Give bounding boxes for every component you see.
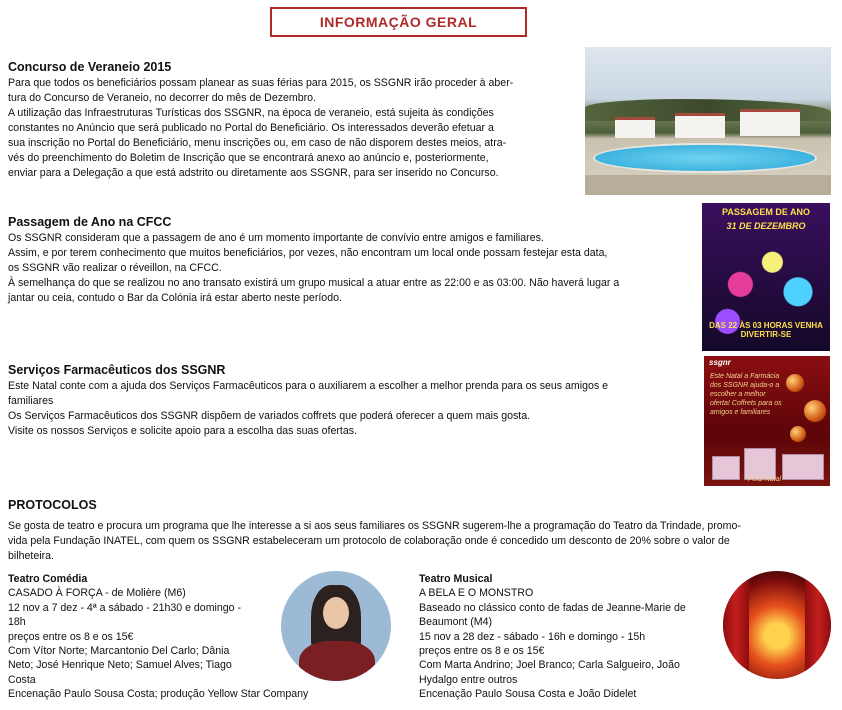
poster-footer: Feliz Natal — [748, 476, 782, 483]
house-shape — [615, 117, 655, 138]
text-line: 12 nov a 7 dez - 4ª a sábado - 21h30 e domingo - — [8, 601, 242, 614]
section-title: Serviços Farmacêuticos dos SSGNR — [8, 363, 226, 377]
text-line: Os Serviços Farmacêuticos dos SSGNR dispõem de variados coffrets que poderá oferecer a quem mais gosta. — [8, 410, 531, 422]
text-line: vés do preenchimento do Boletim de Inscrição que se encontrará anexo ao anúncio e, posteriormente, — [8, 152, 489, 164]
pool-photo — [585, 47, 831, 195]
text-line: Os SSGNR consideram que a passagem de ano é um momento importante de convívio entre amigos e familiares. — [8, 232, 544, 244]
text-line: jantar ou ceia, contudo o Bar da Colónia irá estar aberto neste período. — [8, 292, 342, 304]
text-line: preços entre os 8 e os 15€ — [8, 630, 134, 643]
stage-photo — [723, 571, 831, 679]
house-shape — [675, 113, 725, 138]
text-line: Para que todos os beneficiários possam planear as suas férias para 2015, os SSGNR irão proceder à aber- — [8, 77, 514, 89]
text-line: A BELA E O MONSTRO — [419, 587, 534, 600]
ornament-ball — [804, 400, 826, 422]
text-line: Baseado no clássico conto de fadas de Jeanne-Marie de — [419, 601, 686, 614]
pool-water — [593, 143, 817, 173]
section-title: Concurso de Veraneio 2015 — [8, 60, 172, 74]
text-line: Neto; José Henrique Neto; Samuel Alves; Tiago — [8, 659, 232, 672]
text-line: Beaumont (M4) — [419, 616, 493, 629]
pool-deck — [585, 175, 831, 195]
new-year-poster — [702, 203, 830, 351]
section-protocolos — [8, 497, 832, 564]
text-line: constantes no Anúncio que será publicado no Portal do Beneficiário. Os interessados deverão efetuar a — [8, 122, 494, 134]
musical-block — [419, 572, 724, 702]
text-line: À semelhança do que se realizou no ano transato existirá um grupo musical a atuar entre as 22:00 e as 03:00. Não haverá lugar a — [8, 277, 620, 289]
poster-date: 31 DE DEZEMBRO — [726, 221, 806, 231]
text-line: sua inscrição no Portal do Beneficiário, menu inscrições ou, em caso de não disporem destes meios, atra- — [8, 137, 507, 149]
poster-brand: ssgnr — [709, 358, 731, 367]
text-line: preços entre os 8 e os 15€ — [419, 645, 545, 658]
text-line: enviar para a Delegação a que está adstrito ou diretamente aos SSGNR, para ser inserido no Concurso. — [8, 167, 499, 179]
text-line: Hydalgo entre outros — [419, 673, 518, 686]
face-shape — [323, 597, 349, 629]
text-line: tura do Concurso de Veraneio, no decorrer do mês de Dezembro. — [8, 92, 316, 104]
block-heading: Teatro Musical — [419, 573, 493, 585]
poster-hours: DAS 22 ÀS 03 HORAS VENHA DIVERTIR-SE — [709, 321, 823, 339]
section-title: Passagem de Ano na CFCC — [8, 215, 172, 229]
comedia-block — [8, 572, 309, 702]
text-line: bilheteira. — [8, 550, 54, 562]
text-line: Costa — [8, 673, 36, 686]
text-line: 15 nov a 28 dez - sábado - 16h e domingo - 15h — [419, 630, 646, 643]
text-line: Se gosta de teatro e procura um programa que lhe interesse a si aos seus familiares os SSGNR sugerem-lhe a programação do Teatro da Trindade, promo- — [8, 520, 741, 532]
block-heading: Teatro Comédia — [8, 573, 88, 585]
text-line: Encenação Paulo Sousa Costa e João Didelet — [419, 688, 637, 701]
text-line: A utilização das Infraestruturas Turísticas dos SSGNR, na época de veraneio, está sujeita às condições — [8, 107, 494, 119]
section-title: PROTOCOLOS — [8, 498, 97, 512]
house-shape — [740, 109, 800, 136]
text-line: Encenação Paulo Sousa Costa; produção Yellow Star Company — [8, 688, 309, 701]
text-line: 18h — [8, 616, 26, 629]
text-line: vida pela Fundação INATEL, com quem os SSGNR estabeleceram um protocolo de colaboração onde é concedido um desconto de 20% sobre o valor de — [8, 535, 730, 547]
text-line: CASADO À FORÇA - de Molière (M6) — [8, 587, 186, 600]
ornament-ball — [786, 374, 804, 392]
text-line: familiares — [8, 395, 54, 407]
text-line: Com Marta Andrino; Joel Branco; Carla Salgueiro, João — [419, 659, 680, 672]
gift-box — [712, 456, 740, 480]
section-veraneio — [8, 59, 574, 181]
page-title: INFORMAÇÃO GERAL — [270, 7, 527, 37]
coat-shape — [299, 641, 375, 681]
section-ano-novo — [8, 214, 698, 306]
curtain-left — [723, 571, 749, 679]
text-line: Assim, e por terem conhecimento que muitos beneficiários, por vezes, não encontram um local onde possam festejar esta data, — [8, 247, 608, 259]
section-farmacia — [8, 362, 698, 439]
pharmacy-poster — [704, 356, 830, 486]
poster-title: PASSAGEM DE ANO — [721, 207, 810, 217]
text-line: Este Natal conte com a ajuda dos Serviços Farmacêuticos para o auxiliarem a escolher a melhor prenda para os seus amigos e — [8, 380, 609, 392]
gift-box — [782, 454, 824, 480]
actor-photo — [281, 571, 391, 681]
text-line: Com Vítor Norte; Marcantonio Del Carlo; Dânia — [8, 645, 230, 658]
text-line: os SSGNR vão realizar o réveillon, na CFCC. — [8, 262, 222, 274]
poster-text: Este Natal a Farmácia dos SSGNR ajuda-o a escolher a melhor oferta! Coffrets para os amigos e familiares — [710, 373, 782, 416]
ornament-ball — [790, 426, 806, 442]
text-line: Visite os nossos Serviços e solicite apoio para a escolha das suas ofertas. — [8, 425, 357, 437]
curtain-right — [805, 571, 831, 679]
